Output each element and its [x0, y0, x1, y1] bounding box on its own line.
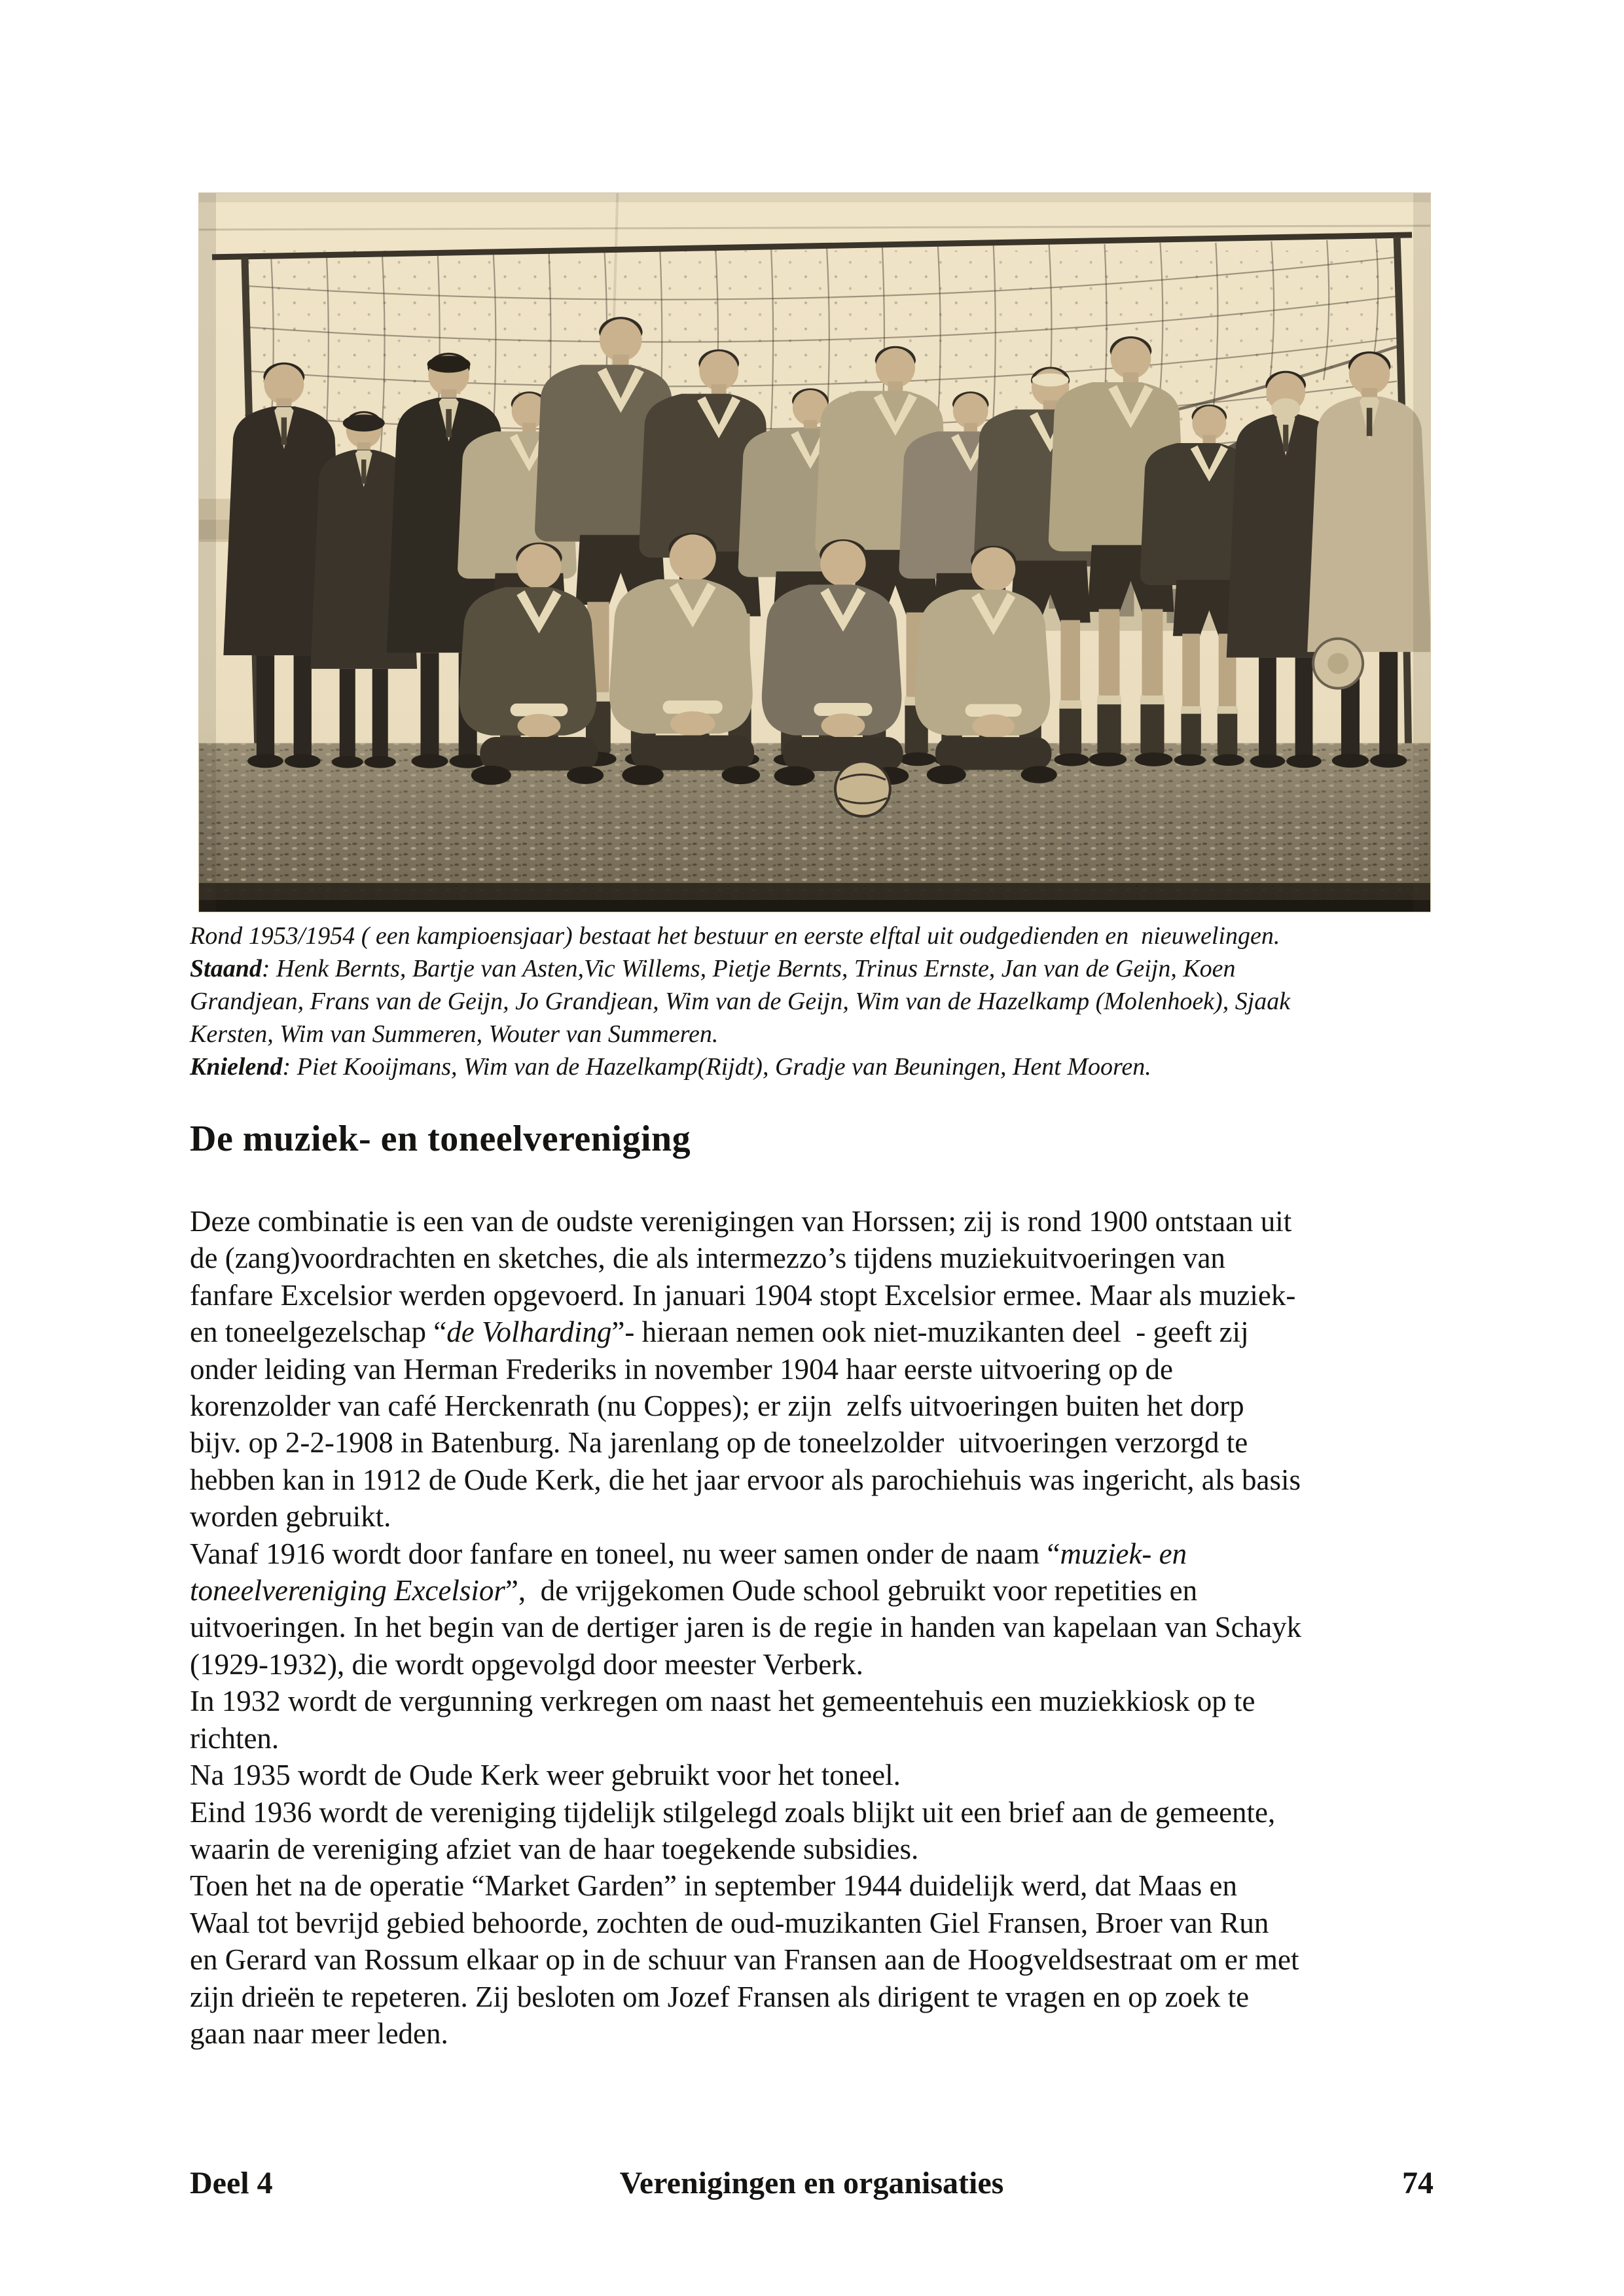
- text-line: Kersten, Wim van Summeren, Wouter van Summeren.: [190, 1020, 719, 1048]
- text-line: en Gerard van Rossum elkaar op in de schuur van Fransen aan de Hoogveldsestraat om er met: [190, 1943, 1299, 1977]
- text-line: Grandjean, Frans van de Geijn, Jo Grandjean, Wim van de Geijn, Wim van de Hazelkamp (Molenhoek), Sjaak: [190, 988, 1291, 1015]
- text-line: uitvoeringen. In het begin van de dertiger jaren is de regie in handen van kapelaan van Schayk: [190, 1611, 1302, 1644]
- team-photo: [198, 192, 1431, 912]
- text-line: Staand: Henk Bernts, Bartje van Asten,Vic Willems, Pietje Bernts, Trinus Ernste, Jan van de Geijn, Koen: [190, 955, 1236, 982]
- footer-part-label: Deel 4: [190, 2166, 273, 2200]
- text-line: waarin de vereniging afziet van de haar toegekende subsidies.: [190, 1832, 919, 1865]
- beret: [343, 414, 385, 431]
- text-line: In 1932 wordt de vergunning verkregen om naast het gemeentehuis een muziekkiosk op te: [190, 1685, 1255, 1718]
- section-heading: De muziek- en toneelvereniging: [190, 1119, 691, 1159]
- page-number: 74: [1402, 2166, 1434, 2200]
- text-line: bijv. op 2-2-1908 in Batenburg. Na jarenlang op de toneelzolder uitvoeringen verzorgd te: [190, 1426, 1248, 1460]
- text-line: Na 1935 wordt de Oude Kerk weer gebruikt voor het toneel.: [190, 1759, 901, 1792]
- text-line: Rond 1953/1954 ( een kampioensjaar) bestaat het bestuur en eerste elftal uit oudgedienden en nieuwelingen.: [190, 922, 1280, 950]
- text-line: korenzolder van café Herckenrath (nu Coppes); er zijn zelfs uitvoeringen buiten het dorp: [190, 1390, 1244, 1423]
- text-line: hebben kan in 1912 de Oude Kerk, die het jaar ervoor als parochiehuis was ingericht, als basis: [190, 1463, 1301, 1496]
- text-line: en toneelgezelschap “de Volharding”- hieraan nemen ook niet-muzikanten deel - geeft zij: [190, 1316, 1249, 1349]
- photo-caption: [190, 920, 1440, 1083]
- text-line: toneelvereniging Excelsior”, de vrijgekomen Oude school gebruikt voor repetities en: [190, 1574, 1198, 1607]
- text-line: Waal tot bevrijd gebied behoorde, zochten de oud-muzikanten Giel Fransen, Broer van Run: [190, 1906, 1269, 1939]
- text-line: onder leiding van Herman Frederiks in november 1904 haar eerste uitvoering op de: [190, 1352, 1174, 1386]
- text-line: (1929-1932), die wordt opgevolgd door meester Verberk.: [190, 1647, 863, 1681]
- text-line: Deze combinatie is een van de oudste verenigingen van Horssen; zij is rond 1900 ontstaan uit: [190, 1205, 1292, 1238]
- text-line: gaan naar meer leden.: [190, 2017, 448, 2050]
- text-line: Toen het na de operatie “Market Garden” in september 1944 duidelijk werd, dat Maas en: [190, 1869, 1238, 1903]
- text-line: fanfare Excelsior werden opgevoerd. In januari 1904 stopt Excelsior ermee. Maar als muziek-: [190, 1278, 1296, 1312]
- flat-cap: [427, 356, 471, 373]
- football: [835, 761, 890, 816]
- text-line: de (zang)voordrachten en sketches, die als intermezzo’s tijdens muziekuitvoeringen van: [190, 1242, 1225, 1275]
- headband: [1032, 373, 1069, 386]
- text-line: richten.: [190, 1721, 280, 1755]
- body-text: [190, 1203, 1440, 2052]
- hat-crown: [1327, 653, 1348, 674]
- scarf: [1271, 398, 1300, 419]
- text-line: Eind 1936 wordt de vereniging tijdelijk stilgelegd zoals blijkt uit een brief aan de gemeente,: [190, 1795, 1276, 1829]
- text-line: worden gebruikt.: [190, 1500, 391, 1534]
- team-photo-graphic: [199, 193, 1430, 912]
- text-line: Knielend: Piet Kooijmans, Wim van de Hazelkamp(Rijdt), Gradje van Beuningen, Hent Mooren.: [190, 1053, 1151, 1081]
- text-line: zijn drieën te repeteren. Zij besloten om Jozef Fransen als dirigent te vragen en op zoek te: [190, 1980, 1250, 2013]
- footer-section-title: Verenigingen en organisaties: [619, 2166, 1004, 2200]
- text-line: Vanaf 1916 wordt door fanfare en toneel, nu weer samen onder de naam “muziek- en: [190, 1537, 1187, 1570]
- page-footer: [190, 2165, 1434, 2204]
